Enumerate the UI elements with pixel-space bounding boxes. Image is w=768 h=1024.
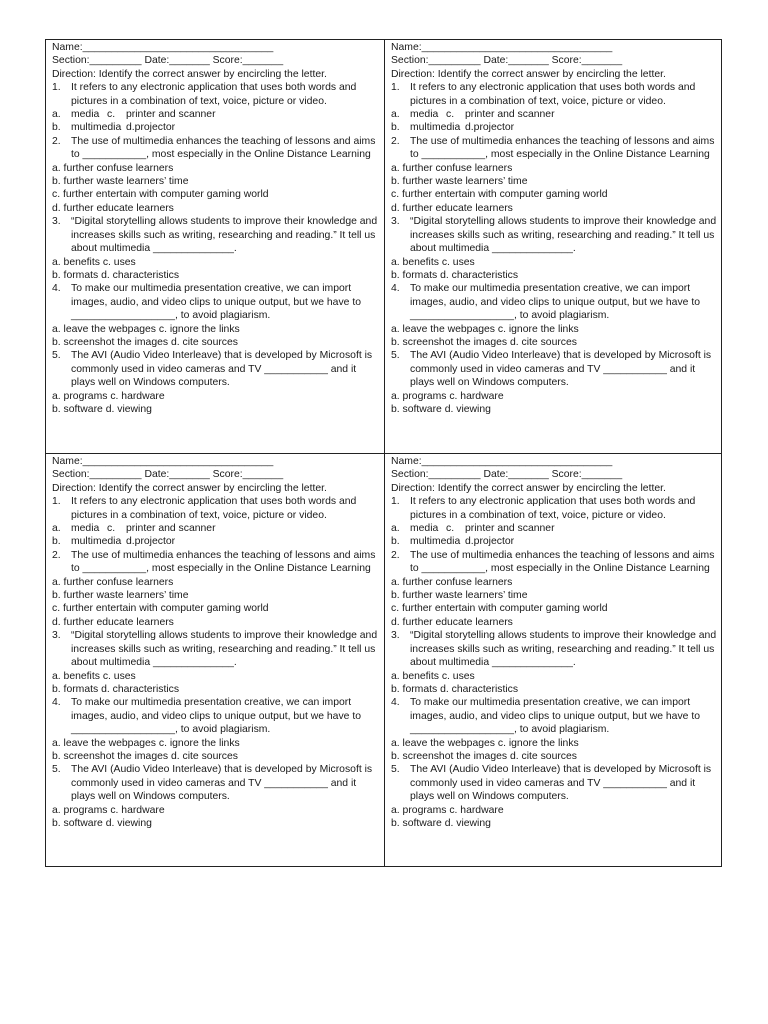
option-letter[interactable]: b. <box>391 122 400 134</box>
option-row <box>52 121 380 134</box>
option-line[interactable]: a. leave the webpages c. ignore the links <box>391 737 579 749</box>
direction-text: Direction: Identify the correct answer by encircling the letter. <box>391 482 666 494</box>
question-text: To make our multimedia presentation creative, we can import images, audio, and video clips to unique output, but we have to __________________, to avoid plagiarism. <box>410 697 700 736</box>
question-5 <box>391 763 718 803</box>
question-text: “Digital storytelling allows students to improve their knowledge and increases skills such as writing, researching and reading.” It tell us about multimedia ______________. <box>71 216 378 255</box>
option-letter[interactable]: c. <box>107 109 116 121</box>
option-text: d.projector <box>126 122 176 134</box>
question-number: 2. <box>391 549 400 561</box>
option-line[interactable]: c. further entertain with computer gaming world <box>52 189 269 201</box>
question-text: The AVI (Audio Video Interleave) that is developed by Microsoft is commonly used in video cameras and TV ___________ and it plays well on Windows computers. <box>410 350 712 389</box>
option-letter[interactable]: b. <box>391 536 400 548</box>
option-text: printer and scanner <box>126 523 216 535</box>
question-4 <box>52 696 380 736</box>
question-number: 2. <box>391 135 400 147</box>
section-date-score-line: Section:_________ Date:_______ Score:_______ <box>52 55 284 67</box>
option-text: d.projector <box>465 122 515 134</box>
option-text: printer and scanner <box>465 523 555 535</box>
question-1 <box>52 81 380 108</box>
name-line: Name:_________________________________ <box>52 456 274 467</box>
option-line[interactable]: a. benefits c. uses <box>391 670 475 682</box>
option-line[interactable]: a. benefits c. uses <box>52 256 136 268</box>
question-text: To make our multimedia presentation creative, we can import images, audio, and video clips to unique output, but we have to __________________, to avoid plagiarism. <box>71 283 361 322</box>
option-line[interactable]: c. further entertain with computer gaming world <box>391 189 608 201</box>
question-number: 1. <box>391 82 400 94</box>
question-number: 5. <box>391 764 400 776</box>
question-text: The use of multimedia enhances the teaching of lessons and aims to ___________, most especially in the Online Distance Learning <box>71 549 376 575</box>
option-line[interactable]: a. further confuse learners <box>52 162 174 174</box>
quiz-card-1 <box>46 40 385 454</box>
question-number: 1. <box>52 496 61 508</box>
question-3 <box>391 215 718 255</box>
option-row <box>391 108 718 121</box>
option-line[interactable]: b. formats d. characteristics <box>391 683 519 695</box>
option-line[interactable]: b. further waste learners’ time <box>52 590 189 602</box>
question-4 <box>391 696 718 736</box>
question-text: The use of multimedia enhances the teaching of lessons and aims to ___________, most especially in the Online Distance Learning <box>71 135 376 161</box>
question-text: “Digital storytelling allows students to improve their knowledge and increases skills such as writing, researching and reading.” It tell us about multimedia ______________. <box>71 630 378 669</box>
option-line[interactable]: a. programs c. hardware <box>391 390 504 402</box>
option-line[interactable]: b. further waste learners’ time <box>391 590 528 602</box>
question-number: 1. <box>52 82 61 94</box>
question-1 <box>391 495 718 522</box>
question-text: It refers to any electronic application that uses both words and pictures in a combination of text, voice, picture or video. <box>410 82 696 107</box>
question-number: 3. <box>391 216 400 228</box>
question-text: It refers to any electronic application that uses both words and pictures in a combination of text, voice, picture or video. <box>410 496 696 521</box>
question-4 <box>391 282 718 322</box>
option-line[interactable]: a. further confuse learners <box>391 162 513 174</box>
question-number: 4. <box>391 283 400 295</box>
question-number: 2. <box>52 549 61 561</box>
question-1 <box>52 495 380 522</box>
question-3 <box>391 629 718 669</box>
option-line[interactable]: b. formats d. characteristics <box>52 683 180 695</box>
question-number: 2. <box>52 135 61 147</box>
option-text: multimedia <box>410 536 461 548</box>
quiz-card-3 <box>46 454 385 867</box>
option-text: d.projector <box>126 536 176 548</box>
section-date-score-line: Section:_________ Date:_______ Score:_______ <box>391 469 623 481</box>
section-date-score-line: Section:_________ Date:_______ Score:_______ <box>52 469 284 481</box>
question-3 <box>52 629 380 669</box>
option-line[interactable]: a. benefits c. uses <box>391 256 475 268</box>
question-text: It refers to any electronic application that uses both words and pictures in a combination of text, voice, picture or video. <box>71 496 357 521</box>
question-2 <box>391 549 718 576</box>
question-number: 3. <box>52 216 61 228</box>
option-line[interactable]: b. further waste learners’ time <box>391 176 528 188</box>
option-text: multimedia <box>71 122 122 134</box>
question-number: 1. <box>391 496 400 508</box>
question-number: 4. <box>52 697 61 709</box>
option-line[interactable]: a. leave the webpages c. ignore the links <box>391 323 579 335</box>
option-letter[interactable]: b. <box>52 536 61 548</box>
option-line[interactable]: b. software d. viewing <box>391 817 491 829</box>
question-text: The AVI (Audio Video Interleave) that is developed by Microsoft is commonly used in video cameras and TV ___________ and it plays well on Windows computers. <box>71 764 373 803</box>
option-line[interactable]: d. further educate learners <box>52 202 174 214</box>
option-line[interactable]: d. further educate learners <box>52 616 174 628</box>
option-line[interactable]: a. programs c. hardware <box>52 804 165 816</box>
option-letter[interactable]: a. <box>52 109 61 121</box>
option-line[interactable]: b. screenshot the images d. cite sources <box>391 750 577 762</box>
question-text: To make our multimedia presentation creative, we can import images, audio, and video clips to unique output, but we have to __________________, to avoid plagiarism. <box>410 283 700 322</box>
option-letter[interactable]: c. <box>446 523 455 535</box>
option-text: media <box>71 523 100 535</box>
option-line[interactable]: d. further educate learners <box>391 616 513 628</box>
question-number: 4. <box>52 283 61 295</box>
question-number: 5. <box>391 350 400 362</box>
question-5 <box>391 349 718 389</box>
option-row <box>391 121 718 134</box>
question-4 <box>52 282 380 322</box>
name-line: Name:_________________________________ <box>391 456 613 467</box>
question-text: The use of multimedia enhances the teaching of lessons and aims to ___________, most especially in the Online Distance Learning <box>410 135 715 161</box>
option-text: printer and scanner <box>465 109 555 121</box>
question-text: “Digital storytelling allows students to improve their knowledge and increases skills such as writing, researching and reading.” It tell us about multimedia ______________. <box>410 630 717 669</box>
option-line[interactable]: b. formats d. characteristics <box>391 269 519 281</box>
question-text: “Digital storytelling allows students to improve their knowledge and increases skills such as writing, researching and reading.” It tell us about multimedia ______________. <box>410 216 717 255</box>
quiz-card-4 <box>385 454 722 867</box>
option-line[interactable]: a. programs c. hardware <box>391 804 504 816</box>
direction-text: Direction: Identify the correct answer by encircling the letter. <box>52 68 327 80</box>
direction-text: Direction: Identify the correct answer by encircling the letter. <box>52 482 327 494</box>
option-text: media <box>410 109 439 121</box>
option-line[interactable]: a. further confuse learners <box>391 576 513 588</box>
option-letter[interactable]: c. <box>107 523 116 535</box>
option-text: printer and scanner <box>126 109 216 121</box>
question-1 <box>391 81 718 108</box>
question-text: To make our multimedia presentation creative, we can import images, audio, and video clips to unique output, but we have to __________________, to avoid plagiarism. <box>71 697 361 736</box>
question-text: It refers to any electronic application that uses both words and pictures in a combination of text, voice, picture or video. <box>71 82 357 107</box>
option-letter[interactable]: a. <box>391 109 400 121</box>
quiz-sheet <box>45 39 722 867</box>
option-line[interactable]: b. screenshot the images d. cite sources <box>52 750 238 762</box>
question-2 <box>391 135 718 162</box>
question-5 <box>52 763 380 803</box>
question-number: 3. <box>391 630 400 642</box>
quiz-card-2 <box>385 40 722 454</box>
option-line[interactable]: b. software d. viewing <box>52 817 152 829</box>
question-number: 3. <box>52 630 61 642</box>
section-date-score-line: Section:_________ Date:_______ Score:_______ <box>391 55 623 67</box>
question-5 <box>52 349 380 389</box>
option-line[interactable]: b. formats d. characteristics <box>52 269 180 281</box>
question-number: 4. <box>391 697 400 709</box>
option-line[interactable]: b. software d. viewing <box>52 403 152 415</box>
option-text: d.projector <box>465 536 515 548</box>
name-line: Name:_________________________________ <box>52 42 274 53</box>
option-text: multimedia <box>71 536 122 548</box>
option-line[interactable]: d. further educate learners <box>391 202 513 214</box>
direction-text: Direction: Identify the correct answer by encircling the letter. <box>391 68 666 80</box>
question-3 <box>52 215 380 255</box>
option-line[interactable]: b. screenshot the images d. cite sources <box>391 336 577 348</box>
question-text: The AVI (Audio Video Interleave) that is developed by Microsoft is commonly used in video cameras and TV ___________ and it plays well on Windows computers. <box>410 764 712 803</box>
question-2 <box>52 549 380 576</box>
option-text: media <box>410 523 439 535</box>
option-line[interactable]: b. screenshot the images d. cite sources <box>52 336 238 348</box>
option-line[interactable]: b. further waste learners’ time <box>52 176 189 188</box>
option-line[interactable]: a. leave the webpages c. ignore the links <box>52 737 240 749</box>
option-row <box>52 535 380 548</box>
question-2 <box>52 135 380 162</box>
option-letter[interactable]: c. <box>446 109 455 121</box>
option-row <box>391 535 718 548</box>
option-line[interactable]: c. further entertain with computer gaming world <box>52 603 269 615</box>
option-text: multimedia <box>410 122 461 134</box>
question-text: The use of multimedia enhances the teaching of lessons and aims to ___________, most especially in the Online Distance Learning <box>410 549 715 575</box>
option-line[interactable]: a. further confuse learners <box>52 576 174 588</box>
name-line: Name:_________________________________ <box>391 42 613 53</box>
option-row <box>52 108 380 121</box>
option-line[interactable]: a. benefits c. uses <box>52 670 136 682</box>
question-number: 5. <box>52 350 61 362</box>
option-line[interactable]: c. further entertain with computer gaming world <box>391 603 608 615</box>
option-letter[interactable]: a. <box>52 523 61 535</box>
option-line[interactable]: a. programs c. hardware <box>52 390 165 402</box>
option-row <box>52 522 380 535</box>
option-row <box>391 522 718 535</box>
question-number: 5. <box>52 764 61 776</box>
question-text: The AVI (Audio Video Interleave) that is developed by Microsoft is commonly used in video cameras and TV ___________ and it plays well on Windows computers. <box>71 350 373 389</box>
option-letter[interactable]: b. <box>52 122 61 134</box>
option-letter[interactable]: a. <box>391 523 400 535</box>
option-line[interactable]: a. leave the webpages c. ignore the links <box>52 323 240 335</box>
option-text: media <box>71 109 100 121</box>
option-line[interactable]: b. software d. viewing <box>391 403 491 415</box>
